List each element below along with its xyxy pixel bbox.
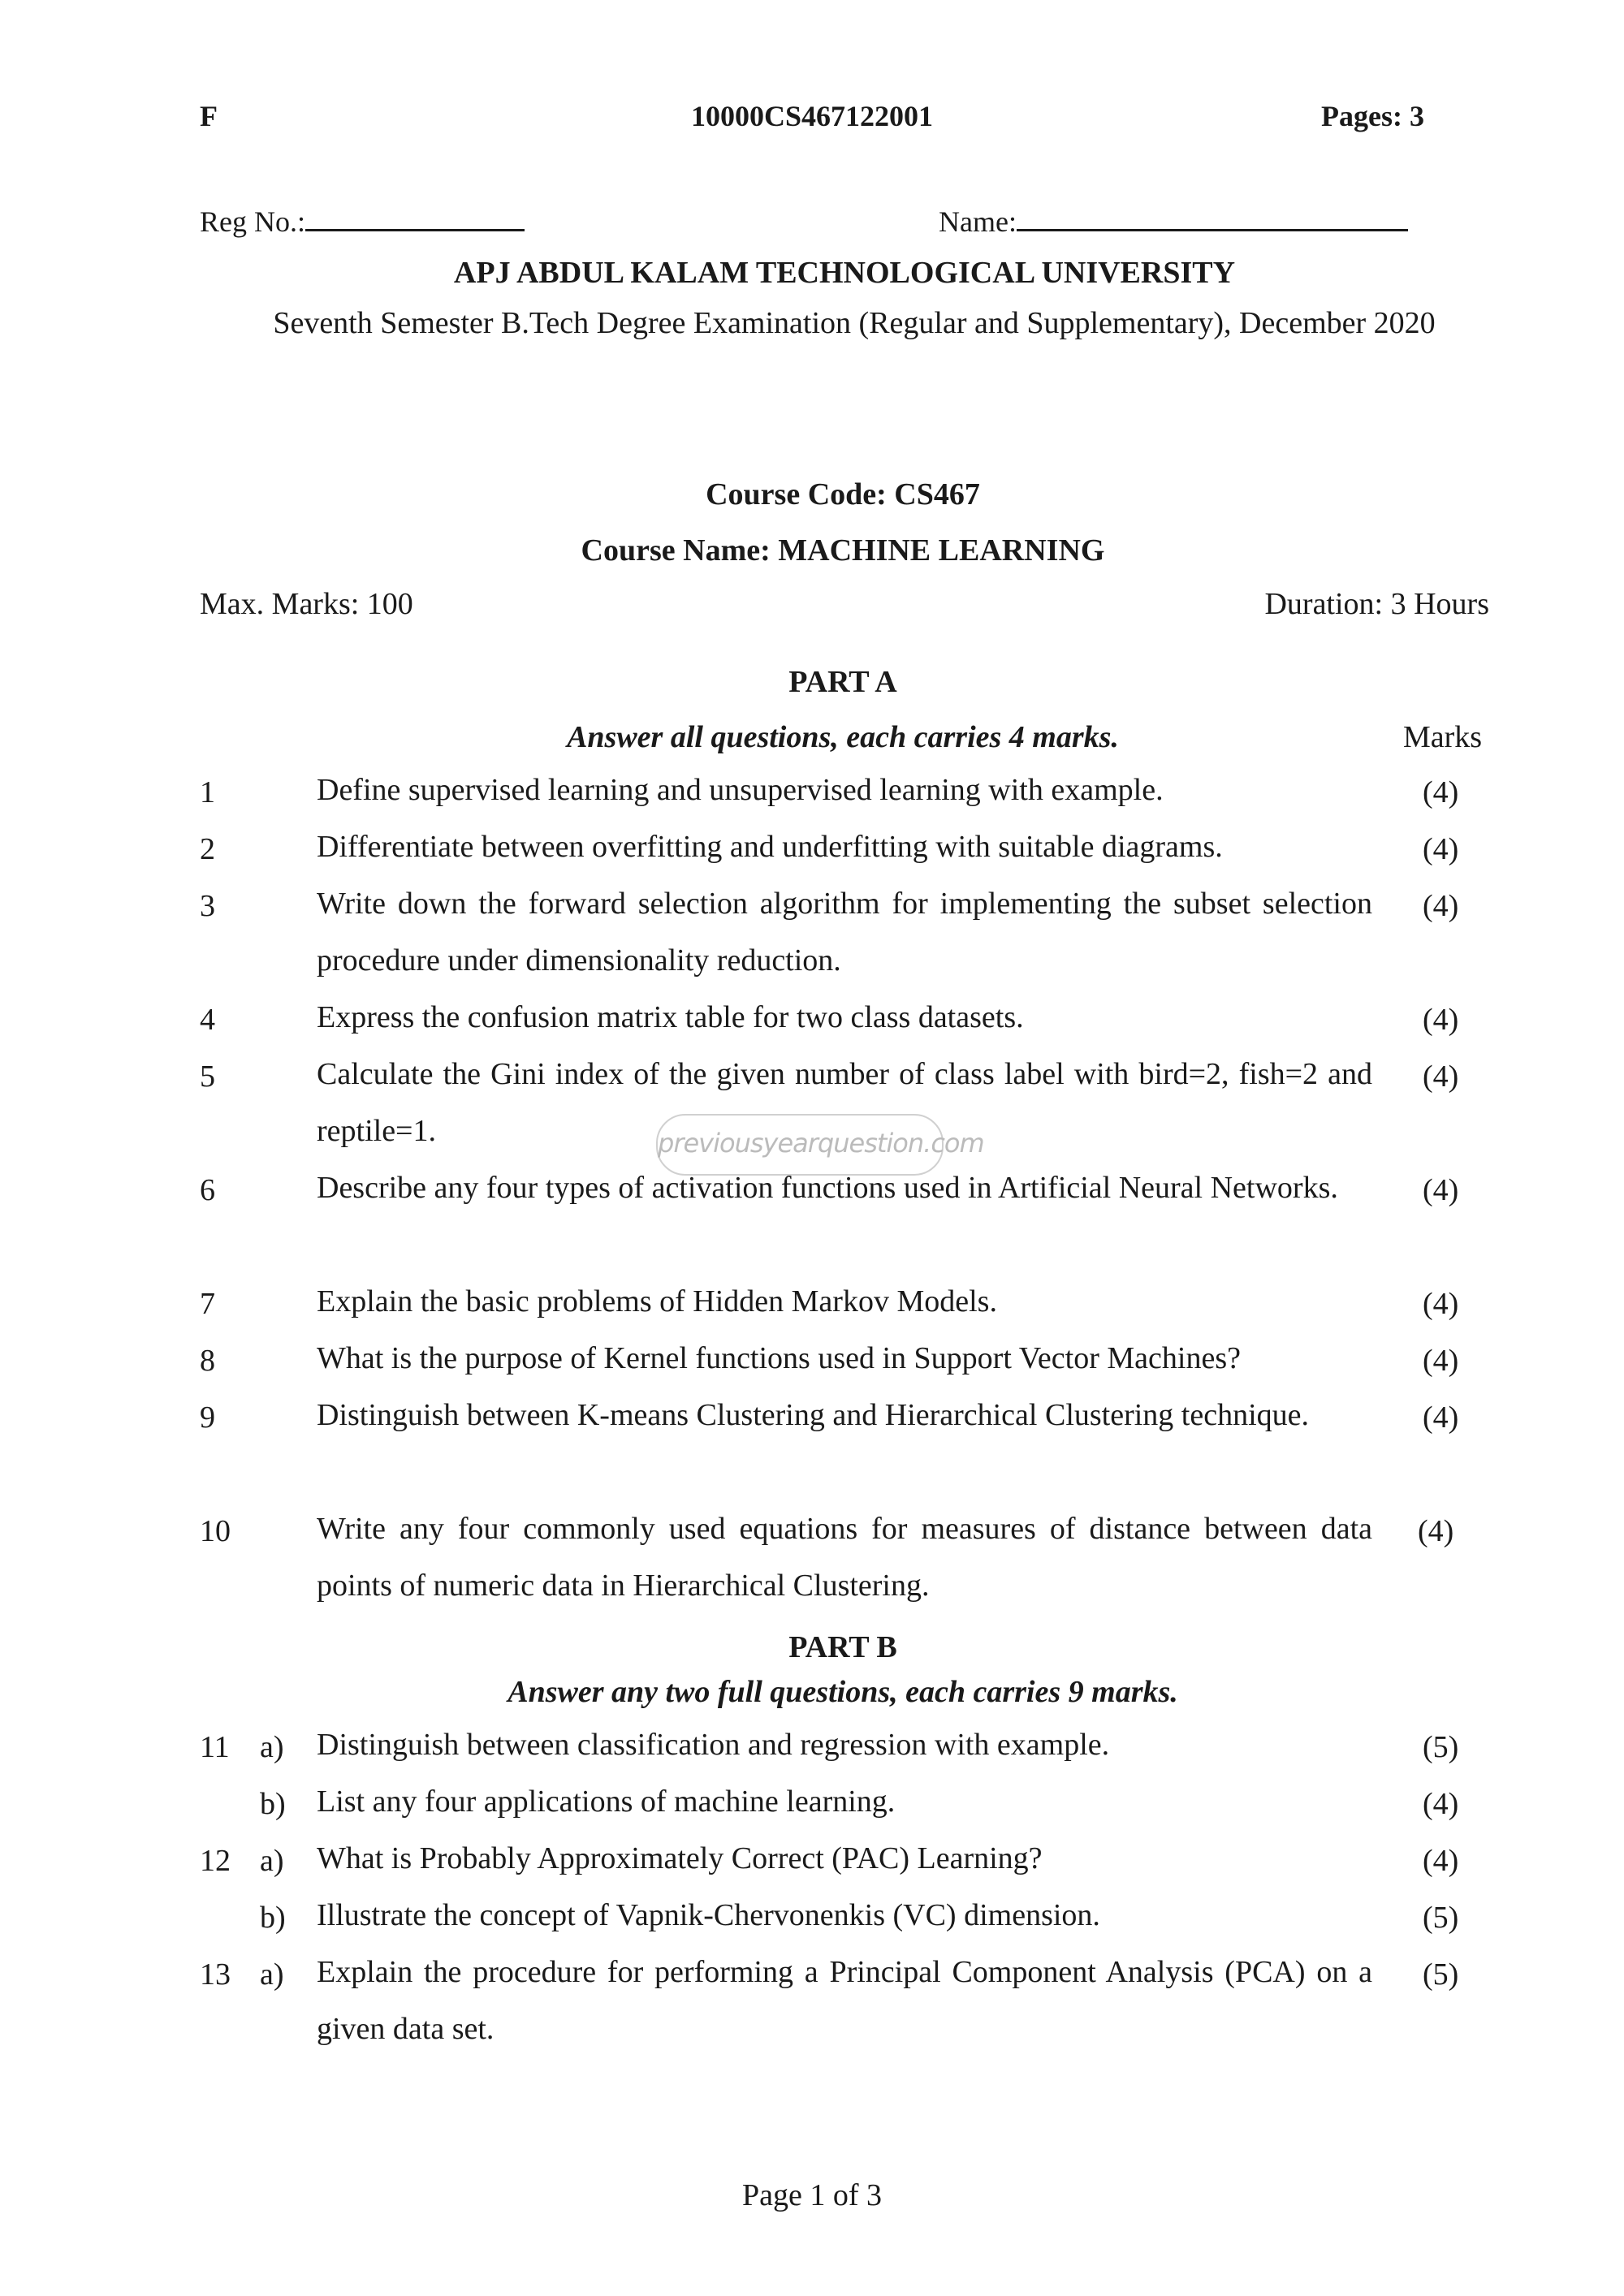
question-marks: (5) bbox=[1423, 1730, 1459, 1764]
question-number: 10 bbox=[200, 1514, 231, 1548]
part-b-title: PART B bbox=[788, 1630, 897, 1664]
reg-no-blank bbox=[305, 205, 525, 231]
question-text: List any four applications of machine learning. bbox=[317, 1785, 896, 1819]
duration: Duration: 3 Hours bbox=[1264, 587, 1489, 621]
name-blank bbox=[1017, 205, 1408, 231]
question-marks: (4) bbox=[1423, 775, 1459, 809]
part-a-instruction: Answer all questions, each carries 4 marks. bbox=[567, 720, 1119, 754]
question-text: Distinguish between classification and regression with example. bbox=[317, 1728, 1110, 1762]
name-label: Name: bbox=[939, 205, 1017, 238]
question-text: Illustrate the concept of Vapnik-Chervonenkis (VC) dimension. bbox=[317, 1898, 1100, 1932]
question-number: 2 bbox=[200, 832, 215, 866]
set-label: F bbox=[200, 100, 218, 132]
question-text: Write down the forward selection algorithm for implementing the subset selection procedure under dimensionality reduction. bbox=[317, 887, 1372, 978]
question-number: 6 bbox=[200, 1173, 215, 1207]
question-number: 8 bbox=[200, 1344, 215, 1378]
question-subpart: b) bbox=[260, 1787, 286, 1821]
question-text: Differentiate between overfitting and underfitting with suitable diagrams. bbox=[317, 830, 1223, 864]
question-marks: (5) bbox=[1423, 1901, 1459, 1935]
question-number: 1 bbox=[200, 775, 215, 809]
candidate-fields bbox=[200, 205, 1418, 245]
question-text: Distinguish between K-means Clustering and Hierarchical Clustering technique. bbox=[317, 1398, 1310, 1432]
question-marks: (4) bbox=[1423, 1344, 1459, 1378]
question-text: What is Probably Approximately Correct (PAC) Learning? bbox=[317, 1841, 1043, 1875]
question-text: Write any four commonly used equations for measures of distance between data points of numeric data in Hierarchical Clustering. bbox=[317, 1512, 1372, 1603]
exam-title: Seventh Semester B.Tech Degree Examination (Regular and Supplementary), December 2020 bbox=[273, 306, 1436, 340]
reg-no-field bbox=[200, 205, 525, 239]
question-number: 9 bbox=[200, 1400, 215, 1435]
question-marks: (4) bbox=[1423, 832, 1459, 866]
question-marks: (4) bbox=[1423, 1400, 1459, 1435]
question-subpart: a) bbox=[260, 1730, 284, 1764]
page-count: Pages: 3 bbox=[1321, 100, 1424, 132]
question-subpart: a) bbox=[260, 1844, 284, 1878]
course-code: Course Code: CS467 bbox=[706, 477, 980, 511]
reg-no-label: Reg No.: bbox=[200, 205, 305, 238]
question-number: 11 bbox=[200, 1730, 230, 1764]
name-field bbox=[939, 205, 1408, 239]
max-marks: Max. Marks: 100 bbox=[200, 587, 413, 621]
question-text: Calculate the Gini index of the given number of class label with bird=2, fish=2 and reptile=1. bbox=[317, 1057, 1372, 1148]
question-marks: (4) bbox=[1423, 889, 1459, 923]
course-name: Course Name: MACHINE LEARNING bbox=[581, 533, 1105, 568]
university-title: APJ ABDUL KALAM TECHNOLOGICAL UNIVERSITY bbox=[453, 256, 1236, 290]
question-number: 3 bbox=[200, 889, 215, 923]
paper-code: 10000CS467122001 bbox=[690, 100, 934, 132]
question-text: Explain the procedure for performing a Principal Component Analysis (PCA) on a given data set. bbox=[317, 1955, 1372, 2046]
question-marks: (4) bbox=[1423, 1173, 1459, 1207]
question-number: 7 bbox=[200, 1287, 215, 1321]
question-marks: (4) bbox=[1423, 1060, 1459, 1094]
question-subpart: b) bbox=[260, 1901, 286, 1935]
question-text: Explain the basic problems of Hidden Markov Models. bbox=[317, 1284, 997, 1318]
question-number: 13 bbox=[200, 1957, 231, 1992]
question-text: Express the confusion matrix table for two class datasets. bbox=[317, 1000, 1024, 1034]
question-text: What is the purpose of Kernel functions used in Support Vector Machines? bbox=[317, 1341, 1241, 1375]
question-marks: (4) bbox=[1423, 1844, 1459, 1878]
question-number: 5 bbox=[200, 1060, 215, 1094]
question-marks: (5) bbox=[1423, 1957, 1459, 1992]
page-header bbox=[200, 99, 1424, 140]
page-footer: Page 1 of 3 bbox=[741, 2178, 883, 2212]
watermark-stamp: previousyearquestion.com bbox=[656, 1114, 944, 1176]
question-marks: (4) bbox=[1423, 1003, 1459, 1037]
question-number: 12 bbox=[200, 1844, 231, 1878]
question-marks: (4) bbox=[1418, 1514, 1454, 1548]
part-a-title: PART A bbox=[788, 665, 897, 699]
question-number: 4 bbox=[200, 1003, 215, 1037]
question-text: Describe any four types of activation functions used in Artificial Neural Networks. bbox=[317, 1171, 1338, 1205]
marks-column-header: Marks bbox=[1403, 720, 1483, 754]
exam-meta bbox=[200, 586, 1489, 627]
question-text: Define supervised learning and unsupervised learning with example. bbox=[317, 773, 1164, 807]
question-subpart: a) bbox=[260, 1957, 284, 1992]
question-marks: (4) bbox=[1423, 1287, 1459, 1321]
question-marks: (4) bbox=[1423, 1787, 1459, 1821]
part-b-instruction: Answer any two full questions, each carries 9 marks. bbox=[508, 1675, 1178, 1709]
